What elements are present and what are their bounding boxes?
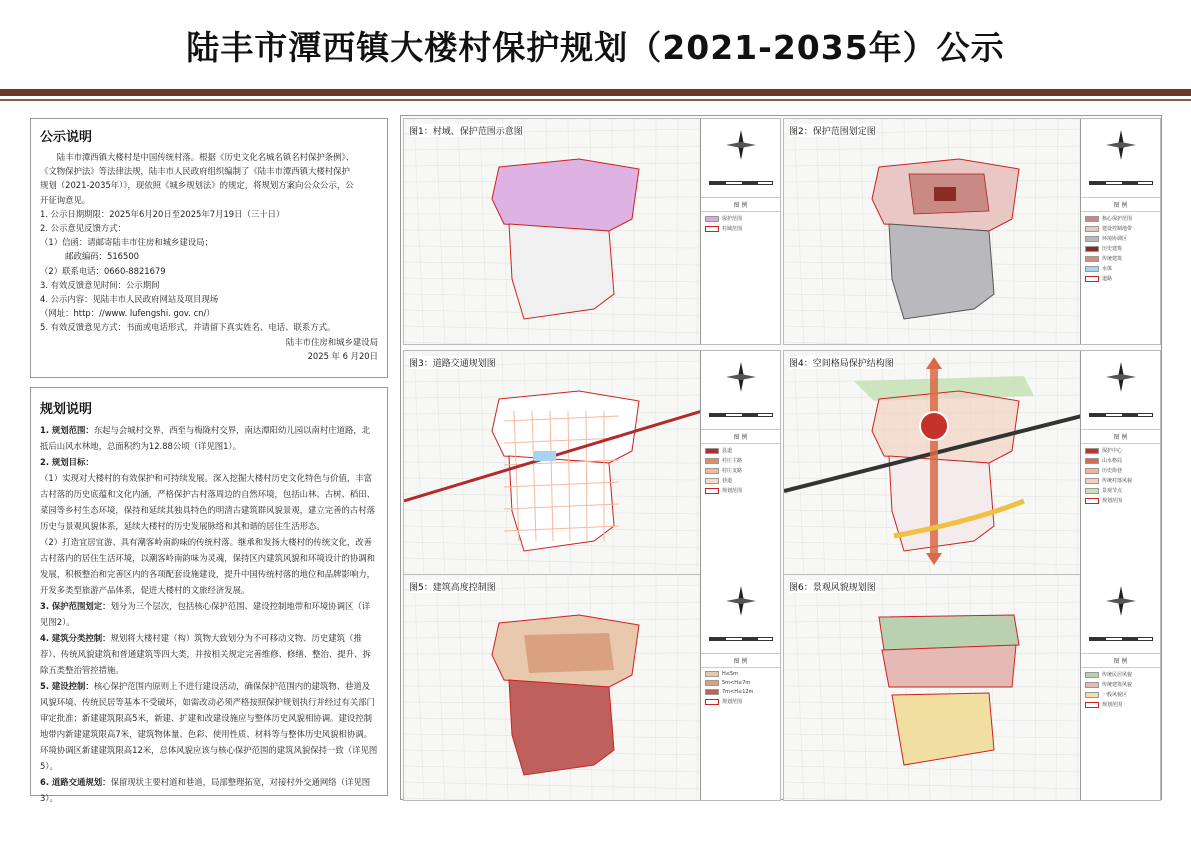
plan-section-2-p2: （2）打造宜居宜游、具有潮客岭南韵味的传统村落。继承和发扬大楼村的传统文化，改善古村落内的居住生活环境，以潮客岭南韵味为灵魂，保持区内建筑风貌和环境设计的协调和发展，积极整治和完善区内的各项配套设施建设，提升中国传统村落的地位和品牌影响力，开发多类型旅游产品体系，促进大楼村的文旅经济发展。: [40, 537, 375, 595]
scale-bar-icon: [709, 181, 773, 185]
notice-line: 规划（2021-2035年）》，现依照《城乡规划法》的规定，将规划方案向公众公示，公: [40, 180, 354, 191]
legend-item: [1085, 671, 1156, 678]
legend-item: [705, 215, 776, 222]
map-panel-5: [403, 574, 781, 801]
legend-swatch: [705, 488, 719, 494]
legend-title: 图 例: [701, 429, 780, 444]
legend-label: 规划范围: [722, 488, 743, 494]
legend-title: 图 例: [701, 653, 780, 668]
north-arrow-icon: [1105, 585, 1137, 617]
map-legend: [700, 351, 780, 576]
legend-label: 道路: [1102, 276, 1113, 282]
legend-item: [1085, 681, 1156, 688]
legend-label: 传统建筑风貌: [1102, 682, 1133, 688]
legend-label: 保护中心: [1102, 448, 1123, 454]
map-drawing: [784, 119, 1082, 345]
notice-line: 邮政编码：516500: [40, 251, 139, 262]
legend-item: [1085, 245, 1156, 252]
legend-item: [1085, 447, 1156, 454]
legend-label: 巷道: [722, 478, 733, 484]
north-arrow-icon: [1105, 361, 1137, 393]
map-legend: [1080, 119, 1160, 344]
map-drawing: [404, 119, 702, 345]
legend-item: [705, 225, 776, 232]
plan-section-5: 5. 建设控制：核心保护范围内原则上不进行建设活动，确保保护范围内的建筑物、巷道及风貌环境、传统民居等基本不受破坏，如需改动必须严格按照保护规划执行并经过有关部门审定批准；新建建筑限高5米，新建、扩建和改建设施应与整体历史风貌相协调。建设控制地带内新建建筑限高7米，建筑物体量、色彩、使用性质、材料等与整体历史风貌相协调。环境协调区新建建筑限高12米，总体风貌应该与核心保护范围的建筑风貌保持一致（详见图5）。: [40, 681, 378, 771]
legend-item: [1085, 701, 1156, 708]
plan-section-2-p1: （1）实现对大楼村的有效保护和可持续发展。深入挖掘大楼村历史文化特色与价值，丰富古村落的历史底蕴和文化内涵，严格保护古村落周边的自然环境，包括山林、古树、稻田、菜园等乡村生态环境，保持和延续其独具特色的明清古建筑群风貌景观，建立完善的古村落历史与景观风貌体系，延续大楼村的历史发展脉络和其和谐的居住生活形态。: [40, 473, 375, 531]
north-arrow-icon: [725, 129, 757, 161]
legend-label: 7m<H≤12m: [722, 689, 754, 695]
page-title: 陆丰市潭西镇大楼村保护规划（2021-2035年）公示: [186, 28, 1005, 67]
plan-panel: [30, 387, 388, 803]
legend-item: [1085, 225, 1156, 232]
map-caption: 图4：空间格局保护结构图: [789, 356, 894, 369]
notice-signature-date: 2025 年 6 月20日: [307, 350, 378, 361]
north-arrow-icon: [725, 361, 757, 393]
map-drawing: [784, 351, 1082, 577]
legend-item: [1085, 487, 1156, 494]
map-drawing: [404, 351, 702, 577]
legend-swatch: [1085, 488, 1099, 494]
map-legend: [700, 119, 780, 344]
legend-item: [1085, 497, 1156, 504]
scale-bar-icon: [709, 637, 773, 641]
legend-swatch: [1085, 682, 1099, 688]
plan-section-4: 4. 建筑分类控制：规划将大楼村建（构）筑物大致划分为不可移动文物、历史建筑（推荐）、传统风貌建筑和普通建筑等四大类，并按相关规定完善维修、修缮、整治、提升、拆除五类整治管控措施。: [40, 633, 371, 675]
legend-label: 规划范围: [722, 699, 743, 705]
legend-swatch: [1085, 672, 1099, 678]
notice-panel: [30, 118, 388, 378]
legend-title: 图 例: [1081, 653, 1160, 668]
scale-bar-icon: [1089, 413, 1153, 417]
scale-bar-icon: [709, 413, 773, 417]
notice-body: [40, 150, 378, 335]
notice-line: 开征询意见。: [40, 194, 91, 205]
legend-item: [1085, 255, 1156, 262]
notice-line: 5. 有效反馈意见方式：书面或电话形式，并请留下真实姓名、电话、联系方式。: [40, 322, 336, 333]
map-caption: 图5：建筑高度控制图: [409, 580, 496, 593]
legend-item: [705, 457, 776, 464]
legend-label: 建设控制地带: [1102, 226, 1133, 232]
legend-label: 历史街巷: [1102, 468, 1123, 474]
title-band: [0, 89, 1191, 96]
legend-item: [705, 467, 776, 474]
legend-label: 一般风貌区: [1102, 692, 1128, 698]
legend-label: 规划范围: [1102, 498, 1123, 504]
legend-swatch: [705, 478, 719, 484]
legend-item: [705, 698, 776, 705]
map-panel-4: [783, 350, 1161, 577]
legend-label: 核心保护范围: [1102, 216, 1133, 222]
map-caption: 图2：保护范围划定图: [789, 124, 876, 137]
legend-item: [705, 477, 776, 484]
legend-swatch: [705, 448, 719, 454]
notice-line: 《文物保护法》等法律法规，陆丰市人民政府组织编制了《陆丰市潭西镇大楼村保护: [40, 166, 350, 177]
notice-line: 2. 公示意见反馈方式：: [40, 223, 127, 234]
legend-item: [1085, 265, 1156, 272]
legend-label: 保护范围: [722, 216, 743, 222]
legend-item: [705, 680, 776, 686]
scale-bar-icon: [1089, 637, 1153, 641]
plan-heading: 规划说明: [40, 402, 93, 417]
legend-label: H≤5m: [722, 671, 739, 677]
legend-item: [1085, 477, 1156, 484]
legend-swatch: [1085, 256, 1099, 262]
map-panel-6: [783, 574, 1161, 801]
legend-item: [1085, 467, 1156, 474]
legend-swatch: [1085, 266, 1099, 272]
legend-item: [1085, 457, 1156, 464]
legend-item: [1085, 235, 1156, 242]
title-band-thin: [0, 99, 1191, 101]
notice-line: （2）联系电话：0660-8821679: [40, 265, 166, 276]
legend-swatch: [705, 458, 719, 464]
map-panel-3: [403, 350, 781, 577]
notice-line: （1）信函：请邮寄陆丰市住房和城乡建设局；: [40, 237, 213, 248]
legend-item: [705, 487, 776, 494]
legend-label: 传统建筑: [1102, 256, 1123, 262]
legend-item: [1085, 275, 1156, 282]
legend-swatch: [705, 226, 719, 232]
legend-swatch: [705, 680, 719, 686]
legend-title: 图 例: [701, 197, 780, 212]
notice-line: 3. 有效反馈意见时间：公示期间: [40, 279, 160, 290]
map-drawing: [784, 575, 1082, 801]
legend-swatch: [1085, 692, 1099, 698]
legend-item: [705, 447, 776, 454]
north-arrow-icon: [1105, 129, 1137, 161]
notice-line: 1. 公示日期期限：2025年6月20日至2025年7月19日（三十日）: [40, 208, 285, 219]
legend-swatch: [1085, 216, 1099, 222]
legend-swatch: [1085, 468, 1099, 474]
notice-heading: 公示说明: [40, 130, 93, 145]
legend-label: 县道: [722, 448, 733, 454]
legend-label: 村域范围: [722, 226, 743, 232]
legend-swatch: [705, 468, 719, 474]
legend-swatch: [705, 216, 719, 222]
scale-bar-icon: [1089, 181, 1153, 185]
plan-section-1: 1. 规划范围：东起与会城村交界，西至与梅陇村交界，南达潭阳幼儿园以南村庄道路，北抵后山风水林地，总面积约为12.88公顷（详见图1）。: [40, 425, 371, 451]
legend-swatch: [1085, 498, 1099, 504]
legend-label: 环境协调区: [1102, 236, 1128, 242]
legend-swatch: [1085, 702, 1099, 708]
legend-label: 山水格局: [1102, 458, 1123, 464]
legend-item: [1085, 691, 1156, 698]
legend-item: [705, 689, 776, 695]
legend-title: 图 例: [1081, 197, 1160, 212]
notice-line: 4. 公示内容：见陆丰市人民政府网站及项目现场: [40, 294, 219, 305]
legend-swatch: [1085, 246, 1099, 252]
legend-swatch: [1085, 458, 1099, 464]
legend-label: 水体: [1102, 266, 1113, 272]
map-legend: [1080, 351, 1160, 576]
map-panel-1: [403, 118, 781, 345]
notice-line: （网址：http：//www. lufengshi. gov. cn/）: [40, 308, 215, 319]
legend-swatch: [1085, 448, 1099, 454]
map-caption: 图6：景观风貌规划图: [789, 580, 876, 593]
legend-label: 村庄支路: [722, 468, 743, 474]
plan-section-2: 2. 规划目标：: [40, 457, 94, 467]
legend-swatch: [1085, 276, 1099, 282]
map-grid: [400, 115, 1162, 800]
legend-swatch: [705, 699, 719, 705]
plan-section-6: 6. 道路交通规划：保留现状主要村道和巷道，局部整理拓宽，对接村外交通网络（详见图3）。: [40, 777, 371, 803]
map-legend: [1080, 575, 1160, 800]
legend-label: 历史建筑: [1102, 246, 1123, 252]
legend-label: 景观节点: [1102, 488, 1123, 494]
legend-swatch: [1085, 226, 1099, 232]
notice-signature-org: 陆丰市住房和城乡建设局: [285, 336, 378, 347]
legend-swatch: [705, 671, 719, 677]
legend-label: 规划范围: [1102, 702, 1123, 708]
map-drawing: [404, 575, 702, 801]
map-panel-2: [783, 118, 1161, 345]
legend-title: 图 例: [1081, 429, 1160, 444]
legend-label: 5m<H≤7m: [722, 680, 751, 686]
legend-label: 村庄主路: [722, 458, 743, 464]
notice-line: 陆丰市潭西镇大楼村是中国传统村落。根据《历史文化名城名镇名村保护条例》、: [40, 152, 355, 162]
map-caption: 图3：道路交通规划图: [409, 356, 496, 369]
map-legend: [700, 575, 780, 800]
legend-swatch: [1085, 478, 1099, 484]
north-arrow-icon: [725, 585, 757, 617]
legend-label: 传统村落风貌: [1102, 478, 1133, 484]
legend-label: 传统民居风貌: [1102, 672, 1133, 678]
legend-item: [1085, 215, 1156, 222]
legend-item: [705, 671, 776, 677]
plan-section-3: 3. 保护范围划定：划分为三个层次，包括核心保护范围、建设控制地带和环境协调区（详见图2）。: [40, 601, 371, 627]
legend-swatch: [1085, 236, 1099, 242]
map-caption: 图1：村域、保护范围示意图: [409, 124, 523, 137]
legend-swatch: [705, 689, 719, 695]
